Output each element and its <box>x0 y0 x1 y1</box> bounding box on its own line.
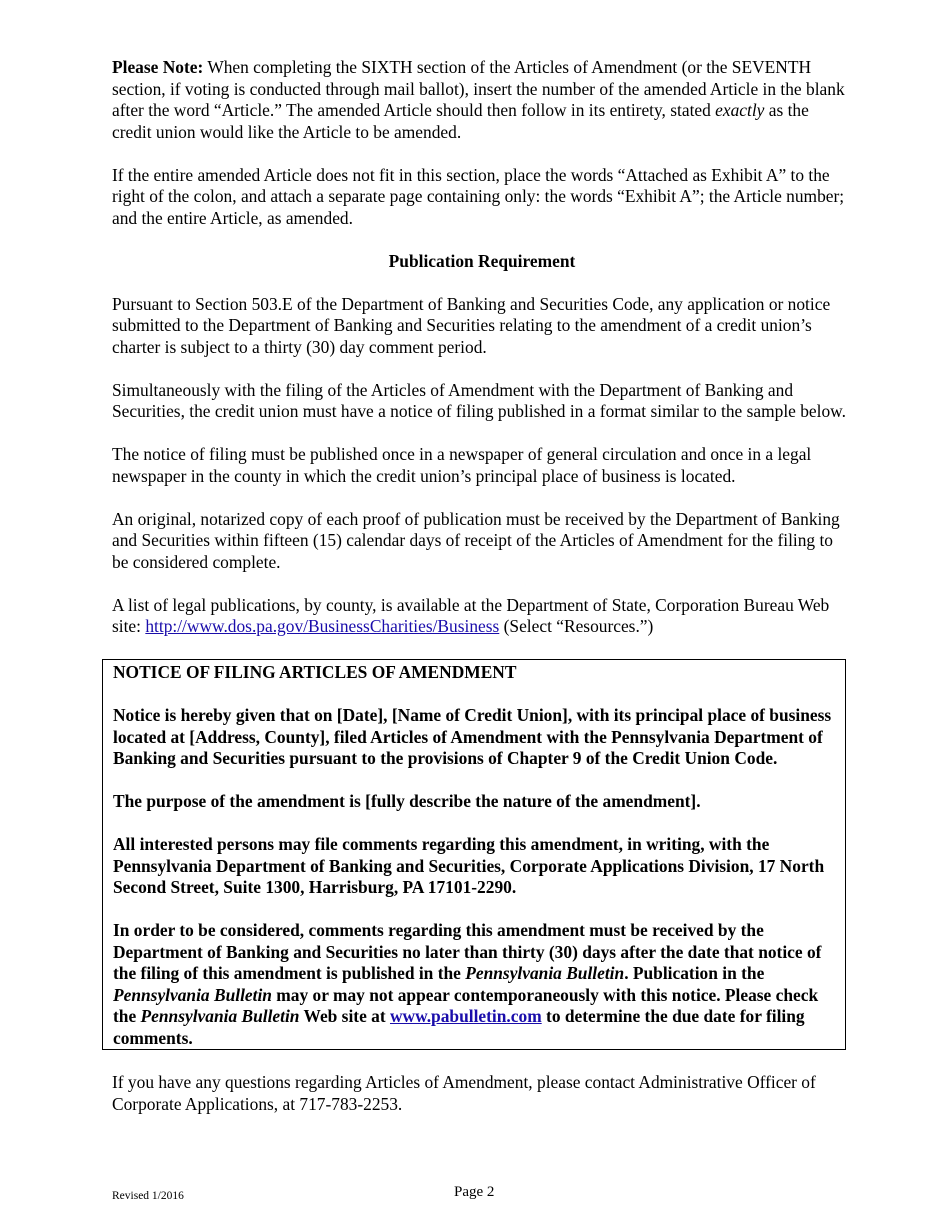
notice-title: NOTICE OF FILING ARTICLES OF AMENDMENT <box>113 662 517 682</box>
deadline-text-e: to determine the due date for filing comments. <box>113 1006 805 1048</box>
deadline-text-b: . Publication in the <box>624 963 765 983</box>
resources-text-before: A list of legal publications, by county, is available at the Department of State, Corporation Bureau Web site: <box>112 594 830 636</box>
notice-paragraph-deadline <box>113 920 845 1049</box>
document-page <box>112 57 852 1137</box>
notice-paragraph-filing: Notice is hereby given that on [Date], [Name of Credit Union], with its principal place of business located at [Address, County], filed Articles of Amendment with the Pennsylvania Department of Banking and Securities pursuant to the provisions of Chapter 9 of the Credit Union Code. <box>113 705 832 768</box>
notice-of-filing-box <box>102 659 846 1050</box>
bulletin-name-2: Pennsylvania Bulletin <box>113 984 272 1005</box>
simultaneous-filing-paragraph: Simultaneously with the filing of the Articles of Amendment with the Department of Banking and Securities, the credit union must have a notice of filing published in a format similar to the sample below. <box>112 379 846 421</box>
page-number: Page 2 <box>454 1184 495 1200</box>
please-note-label: Please Note: <box>112 57 204 77</box>
please-note-emphasis: exactly <box>715 100 765 120</box>
comment-period-paragraph: Pursuant to Section 503.E of the Department of Banking and Securities Code, any application or notice submitted to the Department of Banking and Securities relating to the amendment of a credit union’s charter is subject to a thirty (30) day comment period. <box>112 293 831 357</box>
notice-paragraph-comments: All interested persons may file comments regarding this amendment, in writing, with the Pennsylvania Department of Banking and Securities, Corporate Applications Division, 17 North Second Street, Suite 1300, Harrisburg, PA 17101-2290. <box>113 834 825 897</box>
publication-requirement-heading: Publication Requirement <box>388 250 576 271</box>
legal-publications-paragraph <box>112 595 852 638</box>
deadline-text-d: Web site at <box>299 1006 390 1026</box>
please-note-text-1: When completing the SIXTH section of the Articles of Amendment (or the SEVENTH section, if voting is conducted through mail ballot), insert the number of the amended Article in the blank after the word “Article.” The amended Article should then follow in its entirety, stated <box>112 57 845 120</box>
bulletin-name-3: Pennsylvania Bulletin <box>140 1006 300 1026</box>
dos-website-link[interactable]: http://www.dos.pa.gov/BusinessCharities/Business <box>145 616 500 636</box>
resources-text-after: (Select “Resources.”) <box>499 616 654 636</box>
proof-of-publication-paragraph: An original, notarized copy of each proof of publication must be received by the Department of Banking and Securities within fifteen (15) calendar days of receipt of the Articles of Amendment for the filing to be considered complete. <box>112 508 840 572</box>
please-note-paragraph <box>112 57 852 143</box>
please-note-text-2: as the credit union would like the Article to be amended. <box>112 100 809 142</box>
deadline-text-a: In order to be considered, comments regarding this amendment must be received by the Department of Banking and Securities no later than thirty (30) days after the date that notice of the filing of this amendment is published in the <box>113 920 822 983</box>
newspaper-paragraph: The notice of filing must be published once in a newspaper of general circulation and once in a legal newspaper in the county in which the credit union’s principal place of business is located. <box>112 444 812 486</box>
contact-paragraph: If you have any questions regarding Articles of Amendment, please contact Administrative Officer of Corporate Applications, at 717-783-2253. <box>112 1072 816 1114</box>
bulletin-name-1: Pennsylvania Bulletin <box>465 963 625 983</box>
revised-date: Revised 1/2016 <box>112 1190 184 1202</box>
notice-paragraph-purpose: The purpose of the amendment is [fully describe the nature of the amendment]. <box>113 791 701 811</box>
exhibit-paragraph: If the entire amended Article does not fit in this section, place the words “Attached as Exhibit A” to the right of the colon, and attach a separate page containing only: the words “Exhibit A”; the Article number; and the entire Article, as amended. <box>112 164 845 228</box>
pabulletin-link[interactable]: www.pabulletin.com <box>389 1006 542 1026</box>
deadline-text-c: may or may not appear contemporaneously with this notice. Please check the <box>113 984 819 1026</box>
